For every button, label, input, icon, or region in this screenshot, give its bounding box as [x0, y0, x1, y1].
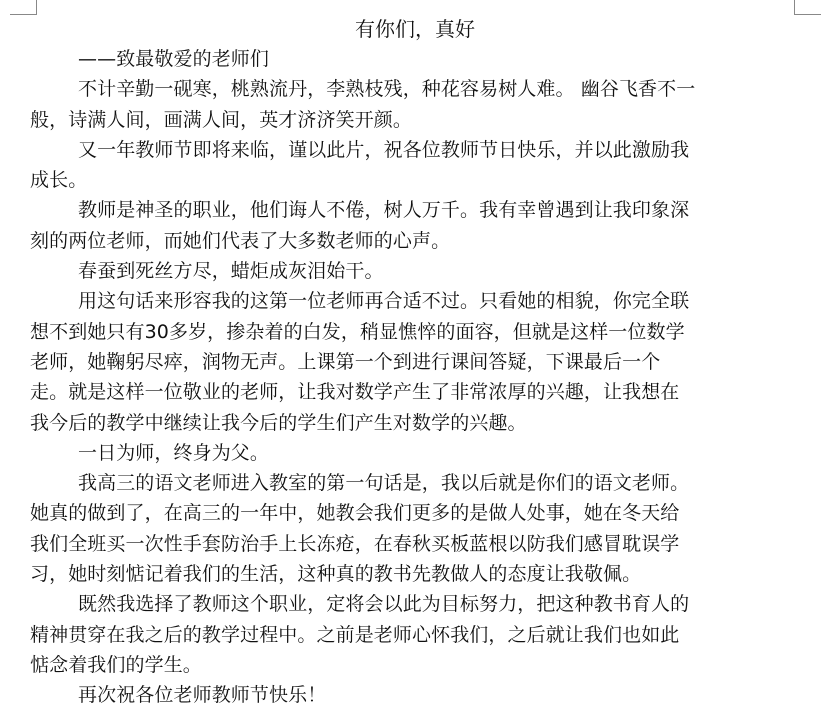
text-line: 再次祝各位老师教师节快乐！ [78, 684, 327, 707]
text-line: 走。就是这样一位敬业的老师，让我对数学产生了非常浓厚的兴趣，让我想在 [30, 381, 680, 404]
text-line: 一日为师，终身为父。 [78, 441, 270, 464]
text-line: 成长。 [30, 169, 88, 192]
text-line: 老师，她鞠躬尽瘁，润物无声。上课第一个到进行课间答疑，下课最后一个 [30, 350, 661, 373]
text-line: 精神贯穿在我之后的教学过程中。之前是老师心怀我们，之后就让我们也如此 [30, 623, 680, 646]
text-line: 春蚕到死丝方尽，蜡炬成灰泪始干。 [78, 260, 384, 283]
document-title: 有你们，真好 [355, 17, 475, 41]
text-line: 她真的做到了，在高三的一年中，她教会我们更多的是做人处事，她在冬天给 [30, 502, 680, 525]
crop-mark-right [794, 0, 821, 15]
text-line: 教师是神圣的职业，他们诲人不倦，树人万千。我有幸曾遇到让我印象深 [78, 199, 690, 222]
text-line: 刻的两位老师，而她们代表了大多数老师的心声。 [30, 229, 451, 252]
text-line: 又一年教师节即将来临，谨以此片，祝各位教师节日快乐，并以此激励我 [78, 138, 690, 161]
text-line: ——致最敬爱的老师们 [78, 48, 270, 70]
text-line: 既然我选择了教师这个职业，定将会以此为目标努力，把这种教书育人的 [78, 593, 690, 616]
text-line: 习，她时刻惦记着我们的生活，这种真的教书先教做人的态度让我敬佩。 [30, 563, 642, 586]
text-line: 想不到她只有30多岁，掺杂着的白发，稍显憔悴的面容，但就是这样一位数学 [30, 320, 685, 343]
crop-mark-left [10, 0, 37, 15]
text-line: 我们全班买一次性手套防治手上长冻疮，在春秋买板蓝根以防我们感冒耽误学 [30, 532, 680, 555]
document-body [30, 14, 800, 711]
text-line: 我今后的教学中继续让我今后的学生们产生对数学的兴趣。 [30, 411, 527, 434]
text-line: 不计辛勤一砚寒，桃熟流丹，李熟枝残，种花容易树人难。 幽谷飞香不一 [78, 78, 696, 101]
text-line: 般，诗满人间，画满人间，英才济济笑开颜。 [30, 108, 413, 131]
text-line: 用这句话来形容我的这第一位老师再合适不过。只看她的相貌，你完全联 [78, 290, 690, 313]
document-text [30, 44, 800, 711]
text-line: 惦念着我们的学生。 [30, 653, 202, 676]
text-line: 我高三的语文老师进入教室的第一句话是，我以后就是你们的语文老师。 [78, 472, 690, 495]
